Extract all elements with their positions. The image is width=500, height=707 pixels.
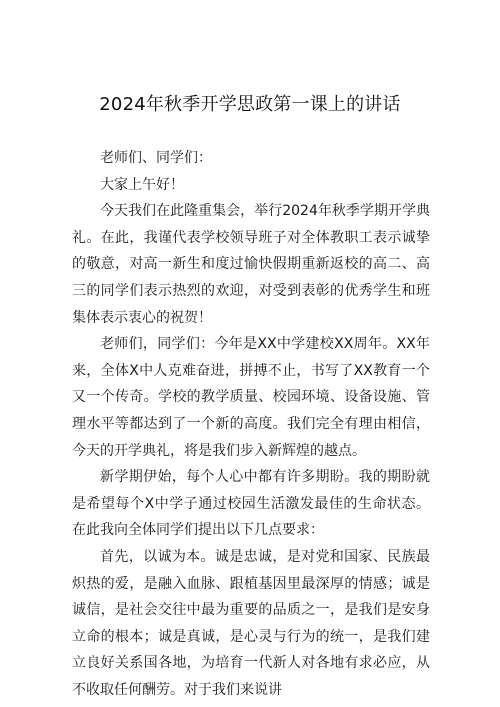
- document-body: [72, 145, 430, 703]
- salutation-paragraph: 大家上午好！: [100, 176, 184, 193]
- expectation-paragraph: 新学期伊始，每个人心中都有许多期盼。我的期盼就是希望每个X中学子通过校园生活激发最佳的生命状态。在此我向全体同学们提出以下几点要求：: [72, 469, 430, 539]
- greeting-paragraph: 老师们、同学们：: [100, 150, 212, 166]
- opening-paragraph: 今天我们在此隆重集会，举行2024年秋季学期开学典礼。在此，我谨代表学校领导班子对全体教职工表示诚挚的敬意，对高一新生和度过愉快假期重新返校的高二、高三的同学们表示热烈的欢迎，对受到表彰的优秀学生和班集体表示衷心的祝贺！: [72, 203, 430, 326]
- first-requirement-paragraph: 首先，以诚为本。诚是忠诚，是对党和国家、民族最炽热的爱，是融入血脉、跟植基因里最深厚的情感；诚是诚信，是社会交往中最为重要的品质之一，是我们是安身立命的根本；诚是真诚，是心灵与行为的统一，是我们建立良好关系国各地，为培育一代新人对各地有求必应，从不收取任何酬劳。对于我们来说讲: [72, 548, 430, 698]
- anniversary-paragraph: 老师们，同学们：今年是XX中学建校XX周年。XX年来，全体X中人克难奋进，拼搏不止，书写了XX教育一个又一个传奇。学校的教学质量、校园环境、设备设施、管理水平等都达到了一个新的高度。我们完全有理由相信，今天的开学典礼，将是我们步入新辉煌的越点。: [72, 336, 430, 459]
- document-title: 2024年秋季开学思政第一课上的讲话: [99, 94, 401, 115]
